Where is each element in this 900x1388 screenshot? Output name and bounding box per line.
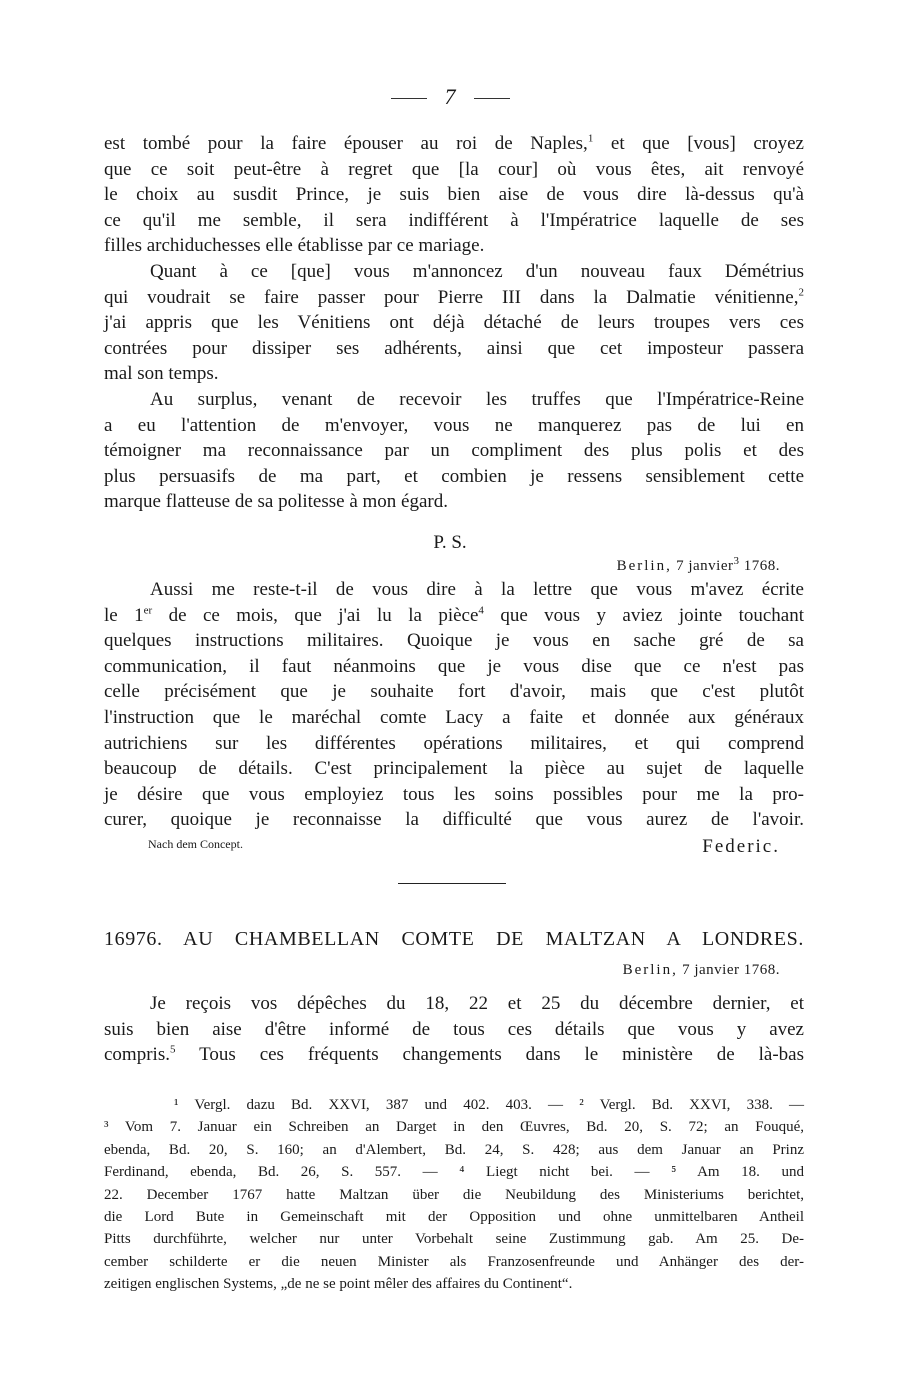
- text-line: [104, 782, 804, 808]
- footnote-ref: er: [143, 604, 153, 617]
- text-line: [104, 413, 804, 439]
- footnote-line: Pitts durchführte, welcher nur unter Vorbehalt seine Zustimmung gab. Am 25. De-: [104, 1231, 804, 1248]
- text-line: [104, 807, 804, 833]
- letter2-dateline: [623, 962, 780, 979]
- text-line: [104, 991, 804, 1017]
- line-text: beaucoup de détails. C'est principalement la pièce au sujet de laquelle: [104, 758, 804, 780]
- page-number-text: 7: [444, 84, 456, 109]
- footnote-line: die Lord Bute in Gemeinschaft mit der Opposition und ohne unmittelbaren Antheil: [104, 1209, 804, 1225]
- line-text: le choix au susdit Prince, je suis bien aise de vous dire là-dessus qu'à: [104, 184, 804, 206]
- line-text: autrichiens sur les différentes opérations militaires, et qui comprend: [104, 732, 804, 754]
- text-line: [104, 577, 804, 603]
- text-line: [104, 182, 804, 208]
- line-text: que vous y aviez jointe touchant: [483, 604, 805, 626]
- line-text: a eu l'attention de m'envoyer, vous ne manquerez pas de lui en: [104, 414, 804, 436]
- line-text: marque flatteuse de sa politesse à mon égard.: [104, 491, 448, 513]
- footnote-ref: 1: [587, 132, 594, 145]
- text-line: [104, 1017, 804, 1043]
- line-text: contrées pour dissiper ses adhérents, ainsi que cet imposteur passera: [104, 337, 804, 359]
- postscript-date-year: 1768.: [739, 558, 780, 574]
- postscript-label: P. S.: [433, 532, 467, 553]
- text-line: [104, 1042, 804, 1068]
- postscript-dateline: [616, 555, 780, 575]
- letter-heading: 16976. AU CHAMBELLAN COMTE DE MALTZAN A LONDRES.: [104, 928, 804, 950]
- line-text: Je reçois vos dépêches du 18, 22 et 25 du décembre dernier, et: [150, 993, 804, 1014]
- line-text: Au surplus, venant de recevoir les truffes que l'Impératrice-Reine: [150, 389, 804, 410]
- text-line: [104, 310, 804, 336]
- text-line: [104, 208, 804, 234]
- page-number-dash-right: [474, 98, 510, 99]
- text-line: [104, 438, 804, 464]
- text-line: [104, 336, 804, 362]
- page-number: [0, 84, 900, 110]
- text-line: [104, 628, 804, 654]
- footnote-ref: 4: [478, 604, 484, 617]
- line-text: ce qu'il me semble, il sera indifférent à l'Impératrice laquelle de ses: [104, 209, 804, 231]
- footnote-line: 22. December 1767 hatte Maltzan über die Neubildung des Ministeriums berichtet,: [104, 1186, 804, 1203]
- line-text: l'instruction que le maréchal comte Lacy a faite et donnée aux généraux: [104, 707, 804, 728]
- text-line: [104, 603, 804, 629]
- line-text: Tous ces fréquents changements dans le ministère de là-bas: [175, 1044, 804, 1066]
- text-line: [104, 157, 804, 183]
- postscript-date-city: Berlin,: [616, 558, 672, 574]
- signature: Federic.: [702, 836, 780, 857]
- section-divider: [398, 883, 506, 884]
- footnote-line: ¹ Vergl. dazu Bd. XXVI, 387 und 402. 403. — ² Vergl. Bd. XXVI, 338. —: [174, 1097, 804, 1113]
- text-line: [104, 464, 804, 490]
- source-note: Nach dem Concept.: [148, 837, 243, 851]
- footnote-ref: 3: [733, 555, 740, 567]
- line-text: suis bien aise d'être informé de tous ces détails que vous y avez: [104, 1018, 804, 1040]
- footnote-line: cember schilderte er die neuen Minister als Franzosenfreunde und Anhänger des der-: [104, 1253, 804, 1270]
- text-line: [104, 489, 804, 515]
- footnote-line: Ferdinand, ebenda, Bd. 26, S. 557. — ⁴ Liegt nicht bei. — ⁵ Am 18. und: [104, 1164, 804, 1181]
- letter2-date-city: Berlin,: [622, 962, 678, 978]
- text-line: [104, 654, 804, 680]
- line-text: compris.: [104, 1044, 170, 1066]
- line-text: quelques instructions militaires. Quoique je vous en sache gré de sa: [104, 630, 804, 652]
- line-text: que ce soit peut-être à regret que [la cour] où vous êtes, ait renvoyé: [104, 158, 804, 180]
- text-line: [104, 705, 804, 731]
- text-line: [104, 756, 804, 782]
- line-text: qui voudrait se faire passer pour Pierre III dans la Dalmatie vénitienne,: [104, 286, 799, 308]
- footnote-line: ³ Vom 7. Januar ein Schreiben an Darget in den Œuvres, Bd. 20, S. 72; an Fouqué,: [104, 1119, 804, 1136]
- letter2-date-text: 7 janvier 1768.: [677, 962, 780, 978]
- text-line: [104, 131, 804, 157]
- text-line: [104, 387, 804, 413]
- line-text: celle précisément que je souhaite fort d'avoir, mais que c'est plutôt: [104, 681, 804, 703]
- footnote-ref: 5: [169, 1043, 176, 1056]
- line-text: communication, il faut néanmoins que je vous dise que ce n'est pas: [104, 655, 804, 677]
- line-text: j'ai appris que les Vénitiens ont déjà détaché de leurs troupes vers ces: [104, 312, 804, 334]
- line-text: mal son temps.: [104, 363, 219, 385]
- text-line: [104, 361, 804, 387]
- text-line: [104, 233, 804, 259]
- line-text: et que [vous] croyez: [593, 133, 804, 154]
- line-text: Quant à ce [que] vous m'annoncez d'un nouveau faux Démétrius: [150, 261, 804, 282]
- text-line: [104, 285, 804, 311]
- line-text: témoigner ma reconnaissance par un compliment des plus polis et des: [104, 440, 804, 462]
- line-text: Aussi me reste-t-il de vous dire à la lettre que vous m'avez écrite: [150, 579, 804, 600]
- footnote-line: zeitigen englischen Systems, „de ne se point mêler des affaires du Continent“.: [104, 1276, 573, 1293]
- line-text: est tombé pour la faire épouser au roi de Naples,: [104, 133, 588, 154]
- line-text: curer, quoique je reconnaisse la difficulté que vous aurez de l'avoir.: [104, 809, 804, 831]
- page-number-dash-left: [391, 98, 427, 99]
- line-text: le 1: [104, 604, 144, 626]
- footnote-ref: 2: [798, 286, 804, 299]
- line-text: plus persuasifs de ma part, et combien je ressens sensiblement cette: [104, 465, 804, 487]
- text-line: [104, 731, 804, 757]
- line-text: de ce mois, que j'ai lu la pièce: [152, 604, 479, 626]
- text-line: [104, 679, 804, 705]
- line-text: je désire que vous employiez tous les soins possibles pour me la pro-: [104, 783, 804, 805]
- text-line: [104, 259, 804, 285]
- footnote-line: ebenda, Bd. 20, S. 160; an d'Alembert, Bd. 24, S. 428; aus dem Januar an Prinz: [104, 1141, 804, 1158]
- line-text: filles archiduchesses elle établisse par ce mariage.: [104, 235, 485, 257]
- postscript-date-text: 7 janvier: [671, 558, 734, 574]
